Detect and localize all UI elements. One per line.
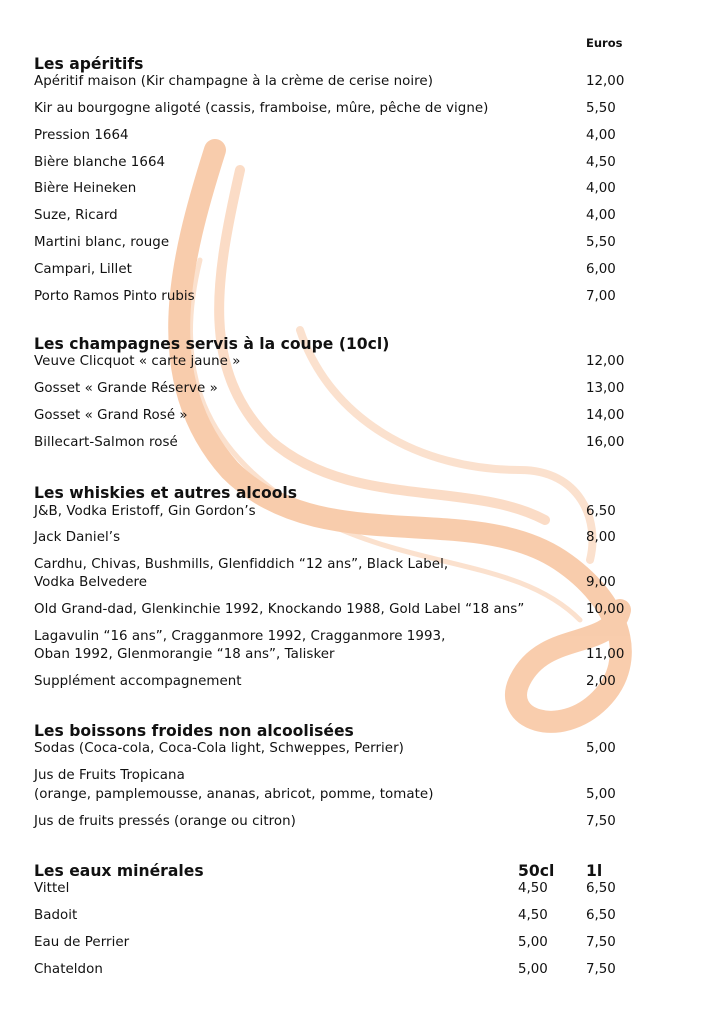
section-title-soft-drinks: Les boissons froides non alcoolisées	[34, 722, 354, 740]
menu-item-name: Jus de fruits pressés (orange ou citron)	[34, 814, 296, 829]
menu-item-price: 5,50	[586, 235, 616, 250]
menu-item-name: Sodas (Coca-cola, Coca-Cola light, Schweppes, Perrier)	[34, 741, 404, 756]
menu-item-name: Billecart-Salmon rosé	[34, 435, 178, 450]
menu-item-price: 5,00	[586, 741, 616, 756]
menu-item-name: Old Grand-dad, Glenkinchie 1992, Knockando 1988, Gold Label “18 ans”	[34, 602, 525, 617]
menu-item-name: Campari, Lillet	[34, 262, 132, 277]
menu-item-price-1l: 7,50	[586, 962, 616, 977]
menu-item-name: Veuve Clicquot « carte jaune »	[34, 354, 241, 369]
menu-item-name-line2: (orange, pamplemousse, ananas, abricot, pomme, tomate)	[34, 787, 434, 802]
menu-item-name: Vittel	[34, 881, 70, 896]
menu-item-price-50cl: 4,50	[518, 881, 548, 896]
menu-item-name: Suze, Ricard	[34, 208, 118, 223]
menu-item-name: Bière blanche 1664	[34, 155, 166, 170]
menu-item-name: Gosset « Grand Rosé »	[34, 408, 188, 423]
menu-item-price-50cl: 5,00	[518, 935, 548, 950]
menu-item-price: 10,00	[586, 602, 625, 617]
section-title-aperitifs: Les apéritifs	[34, 55, 144, 73]
menu-item-name-line1: Lagavulin “16 ans”, Cragganmore 1992, Cragganmore 1993,	[34, 629, 446, 644]
menu-item-price: 4,00	[586, 128, 616, 143]
menu-item-name: Badoit	[34, 908, 78, 923]
menu-item-name: Kir au bourgogne aligoté (cassis, framboise, mûre, pêche de vigne)	[34, 101, 489, 116]
menu-item-price: 9,00	[586, 575, 616, 590]
menu-item-name: Martini blanc, rouge	[34, 235, 170, 250]
menu-item-price: 6,50	[586, 504, 616, 519]
menu-item-price: 2,00	[586, 674, 616, 689]
menu-item-name: J&B, Vodka Eristoff, Gin Gordon’s	[34, 504, 256, 519]
menu-item-price: 12,00	[586, 354, 625, 369]
menu-item-price: 16,00	[586, 435, 625, 450]
section-title-waters: Les eaux minérales	[34, 862, 204, 880]
menu-item-name: Apéritif maison (Kir champagne à la crème de cerise noire)	[34, 74, 433, 89]
menu-item-price: 4,50	[586, 155, 616, 170]
menu-item-price: 11,00	[586, 647, 625, 662]
menu-item-name: Jack Daniel’s	[34, 530, 121, 545]
menu-item-name-line2: Vodka Belvedere	[34, 575, 148, 590]
menu-item-price: 4,00	[586, 208, 616, 223]
column-header-50cl: 50cl	[518, 862, 555, 880]
menu-item-price-1l: 6,50	[586, 908, 616, 923]
menu-item-price-50cl: 4,50	[518, 908, 548, 923]
menu-item-price: 13,00	[586, 381, 625, 396]
menu-item-name: Bière Heineken	[34, 181, 137, 196]
menu-item-price: 5,00	[586, 787, 616, 802]
menu-item-price: 14,00	[586, 408, 625, 423]
menu-item-name: Gosset « Grande Réserve »	[34, 381, 218, 396]
menu-item-price: 4,00	[586, 181, 616, 196]
menu-item-price-1l: 6,50	[586, 881, 616, 896]
menu-item-price: 5,50	[586, 101, 616, 116]
menu-item-name-line2: Oban 1992, Glenmorangie “18 ans”, Talisker	[34, 647, 335, 662]
menu-item-price: 12,00	[586, 74, 625, 89]
menu-item-price-1l: 7,50	[586, 935, 616, 950]
menu-item-name-line1: Cardhu, Chivas, Bushmills, Glenfiddich “12 ans”, Black Label,	[34, 557, 449, 572]
menu-item-name: Pression 1664	[34, 128, 129, 143]
currency-header: Euros	[586, 36, 623, 50]
menu-item-name: Porto Ramos Pinto rubis	[34, 289, 195, 304]
menu-item-name: Supplément accompagnement	[34, 674, 242, 689]
menu-item-name: Chateldon	[34, 962, 103, 977]
menu-item-price: 7,00	[586, 289, 616, 304]
column-header-1l: 1l	[586, 862, 603, 880]
section-title-champagnes: Les champagnes servis à la coupe (10cl)	[34, 335, 390, 353]
menu-item-price: 8,00	[586, 530, 616, 545]
menu-item-price-50cl: 5,00	[518, 962, 548, 977]
menu-item-name-line1: Jus de Fruits Tropicana	[34, 768, 185, 783]
menu-item-price: 7,50	[586, 814, 616, 829]
menu-item-name: Eau de Perrier	[34, 935, 130, 950]
section-title-whiskies: Les whiskies et autres alcools	[34, 484, 298, 502]
menu-item-price: 6,00	[586, 262, 616, 277]
